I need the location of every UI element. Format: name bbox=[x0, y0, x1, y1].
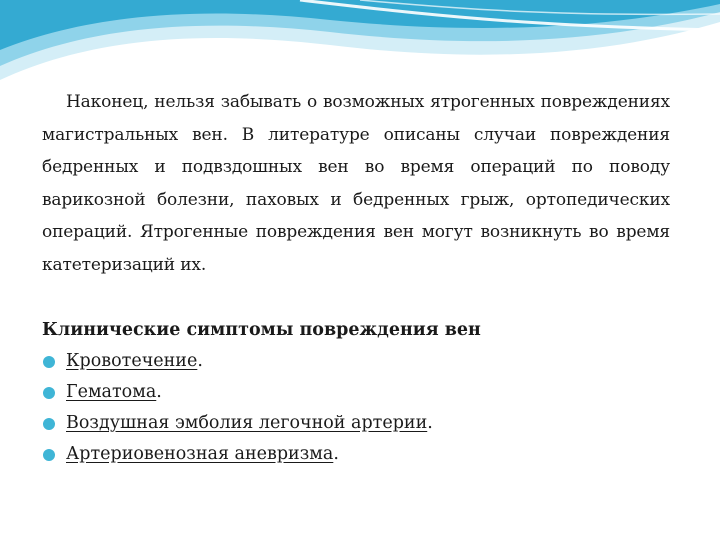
symptom-suffix: . bbox=[156, 382, 162, 402]
bullet-icon bbox=[43, 418, 55, 430]
list-item bbox=[42, 346, 670, 377]
bullet-icon bbox=[43, 387, 55, 399]
symptom-suffix: . bbox=[333, 444, 339, 464]
symptom-suffix: . bbox=[427, 413, 433, 433]
intro-paragraph: Наконец, нельзя забывать о возможных ятрогенных повреждениях магистральных вен. В литературе описаны случаи повреждения бедренных и подвздошных вен во время операций по поводу варикозной болезни, паховых и бедренных грыж, ортопедических операций. Ятрогенные повреждения вен могут возникнуть во время катетеризаций их. bbox=[42, 92, 670, 275]
symptom-text: Воздушная эмболия легочной артерии bbox=[66, 413, 428, 433]
symptom-text: Артериовенозная аневризма bbox=[66, 444, 334, 464]
symptom-text: Гематома bbox=[66, 382, 157, 402]
symptoms-heading: Клинические симптомы повреждения вен bbox=[42, 320, 481, 340]
bullet-icon bbox=[43, 449, 55, 461]
slide-content bbox=[42, 86, 670, 470]
symptoms-list bbox=[42, 346, 670, 470]
list-item bbox=[42, 439, 670, 470]
bullet-icon bbox=[43, 356, 55, 368]
symptom-text: Кровотечение bbox=[66, 351, 198, 371]
header-wave-decoration bbox=[0, 0, 720, 90]
list-item bbox=[42, 377, 670, 408]
list-item bbox=[42, 408, 670, 439]
symptom-suffix: . bbox=[197, 351, 203, 371]
